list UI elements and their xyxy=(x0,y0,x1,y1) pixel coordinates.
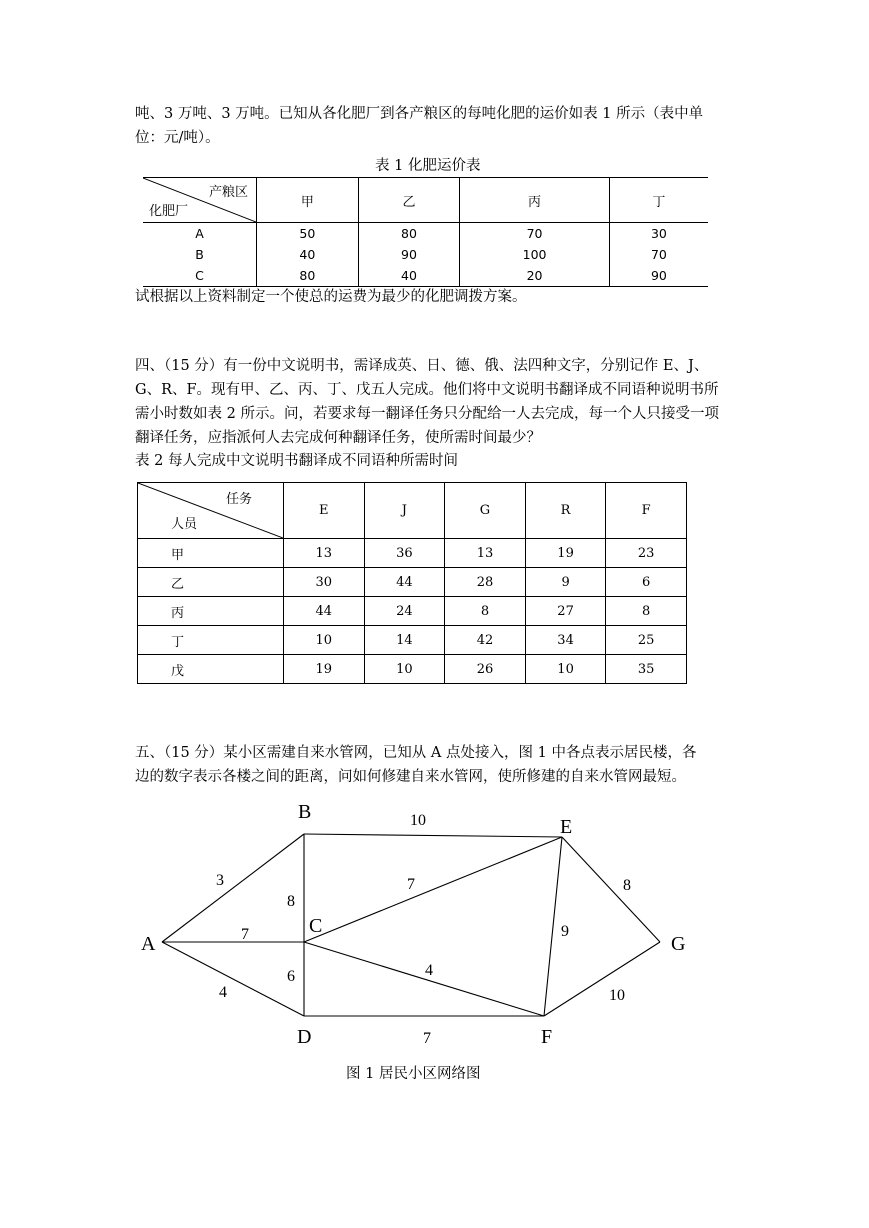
table1-cell: 80 xyxy=(257,265,359,287)
q3-tail: 试根据以上资料制定一个使总的运费为最少的化肥调拨方案。 xyxy=(135,289,527,305)
edge-weight-label: 8 xyxy=(287,893,295,910)
table2-cell: 10 xyxy=(364,655,445,684)
table2-cell: 25 xyxy=(606,626,687,655)
q4-line-1: 四、（15 分）有一份中文说明书，需译成英、日、德、俄、法四种文字，分别记作 E、J、 xyxy=(135,358,709,374)
edge-C-E xyxy=(304,837,562,942)
table2-col-header: R xyxy=(525,483,606,539)
table1-cell: 70 xyxy=(609,244,708,265)
node-label-F: F xyxy=(541,1026,553,1048)
edge-weight-label: 4 xyxy=(219,984,227,1001)
table1-row-label: B xyxy=(195,247,204,262)
table2-cell: 13 xyxy=(284,539,365,568)
table1-cell: 80 xyxy=(358,223,460,245)
table2-cell: 24 xyxy=(364,597,445,626)
table2-corner-top: 任务 xyxy=(226,492,253,507)
node-label-C: C xyxy=(309,915,323,937)
table2-cell: 26 xyxy=(445,655,526,684)
edge-weight-label: 10 xyxy=(410,812,426,829)
table1-cell: 20 xyxy=(460,265,609,287)
node-label-D: D xyxy=(297,1026,312,1048)
table2-cell: 30 xyxy=(284,568,365,597)
edge-weight-label: 9 xyxy=(561,923,569,940)
table1-cell: 100 xyxy=(460,244,609,265)
table2-col-header: G xyxy=(445,483,526,539)
edge-E-F xyxy=(544,837,562,1016)
table2-cell: 42 xyxy=(445,626,526,655)
edge-weight-label: 6 xyxy=(287,968,295,985)
table2-col-header: F xyxy=(606,483,687,539)
node-label-G: G xyxy=(671,933,686,955)
table1-col-header: 甲 xyxy=(257,178,359,223)
edge-B-E xyxy=(304,834,562,837)
intro-line-2: 位：元/吨）。 xyxy=(135,130,220,146)
table1-cell: 90 xyxy=(358,244,460,265)
table1-cell: 30 xyxy=(609,223,708,245)
figure-caption: 图 1 居民小区网络图 xyxy=(346,1066,481,1082)
edge-A-D xyxy=(162,942,304,1016)
q4-line-4: 翻译任务，应指派何人去完成何种翻译任务，使所需时间最少？ xyxy=(135,430,541,446)
q4-line-3: 需小时数如表 2 所示。问，若要求每一翻译任务只分配给一人去完成，每一个人只接受一项 xyxy=(135,406,719,422)
edge-A-B xyxy=(162,834,304,942)
table2-col-header: E xyxy=(284,483,365,539)
edge-weight-label: 7 xyxy=(423,1030,431,1047)
table2-cell: 6 xyxy=(606,568,687,597)
table1-col-header: 丁 xyxy=(609,178,708,223)
q4-line-2: G、R、F。现有甲、乙、丙、丁、戊五人完成。他们将中文说明书翻译成不同语种说明书所 xyxy=(135,382,719,398)
table2-cell: 8 xyxy=(606,597,687,626)
q5-line-1: 五、（15 分）某小区需建自来水管网，已知从 A 点处接入，图 1 中各点表示居民楼，各 xyxy=(135,745,697,761)
edge-E-G xyxy=(562,837,660,942)
table1-col-header: 乙 xyxy=(358,178,460,223)
table2-cell: 10 xyxy=(525,655,606,684)
table2-cell: 8 xyxy=(445,597,526,626)
table1-row-label: C xyxy=(143,265,257,287)
table2-corner-bottom: 人员 xyxy=(171,517,198,532)
table2-cell: 28 xyxy=(445,568,526,597)
table2-cell: 34 xyxy=(525,626,606,655)
table2-row-label: 戊 xyxy=(138,655,284,684)
edge-weight-label: 3 xyxy=(216,872,224,889)
table2-row-label: 丙 xyxy=(138,597,284,626)
table2-col-header: J xyxy=(364,483,445,539)
table2-caption: 表 2 每人完成中文说明书翻译成不同语种所需时间 xyxy=(135,453,458,469)
table1-cell: 90 xyxy=(609,265,708,287)
table2-cell: 14 xyxy=(364,626,445,655)
q5-line-2: 边的数字表示各楼之间的距离，问如何修建自来水管网，使所修建的自来水管网最短。 xyxy=(135,769,686,785)
table2-cell: 19 xyxy=(284,655,365,684)
table2-cell: 35 xyxy=(606,655,687,684)
edge-weight-label: 10 xyxy=(609,987,625,1004)
table1-col-header: 丙 xyxy=(460,178,609,223)
table2-row-label: 丁 xyxy=(138,626,284,655)
table1-corner-bottom: 化肥厂 xyxy=(149,204,189,219)
node-label-A: A xyxy=(141,933,156,955)
edge-C-F xyxy=(304,942,544,1016)
table2-cell: 10 xyxy=(284,626,365,655)
table2-cell: 44 xyxy=(364,568,445,597)
table2-cell: 23 xyxy=(606,539,687,568)
table2-row-label: 甲 xyxy=(138,539,284,568)
edge-F-G xyxy=(544,942,660,1016)
table2-cell: 36 xyxy=(364,539,445,568)
table2-cell: 44 xyxy=(284,597,365,626)
table2-row-label: 乙 xyxy=(138,568,284,597)
table1-cell: 50 xyxy=(257,223,359,245)
edge-weight-label: 8 xyxy=(623,877,631,894)
edge-weight-label: 7 xyxy=(241,926,249,943)
table1-cell: 40 xyxy=(358,265,460,287)
table1-cell: 70 xyxy=(460,223,609,245)
intro-line-1: 吨、3 万吨、3 万吨。已知从各化肥厂到各产粮区的每吨化肥的运价如表 1 所示（表中单 xyxy=(135,106,704,122)
edge-weight-label: 4 xyxy=(425,962,433,979)
node-label-B: B xyxy=(298,801,312,823)
table2-cell: 13 xyxy=(445,539,526,568)
table1-caption: 表 1 化肥运价表 xyxy=(375,158,481,174)
edge-weight-label: 7 xyxy=(407,876,415,893)
table1-row-label: A xyxy=(195,226,204,241)
node-label-E: E xyxy=(560,816,573,838)
table2-cell: 27 xyxy=(525,597,606,626)
table1-corner-top: 产粮区 xyxy=(208,185,248,200)
table2-cell: 9 xyxy=(525,568,606,597)
table1-cell: 40 xyxy=(257,244,359,265)
table2-cell: 19 xyxy=(525,539,606,568)
